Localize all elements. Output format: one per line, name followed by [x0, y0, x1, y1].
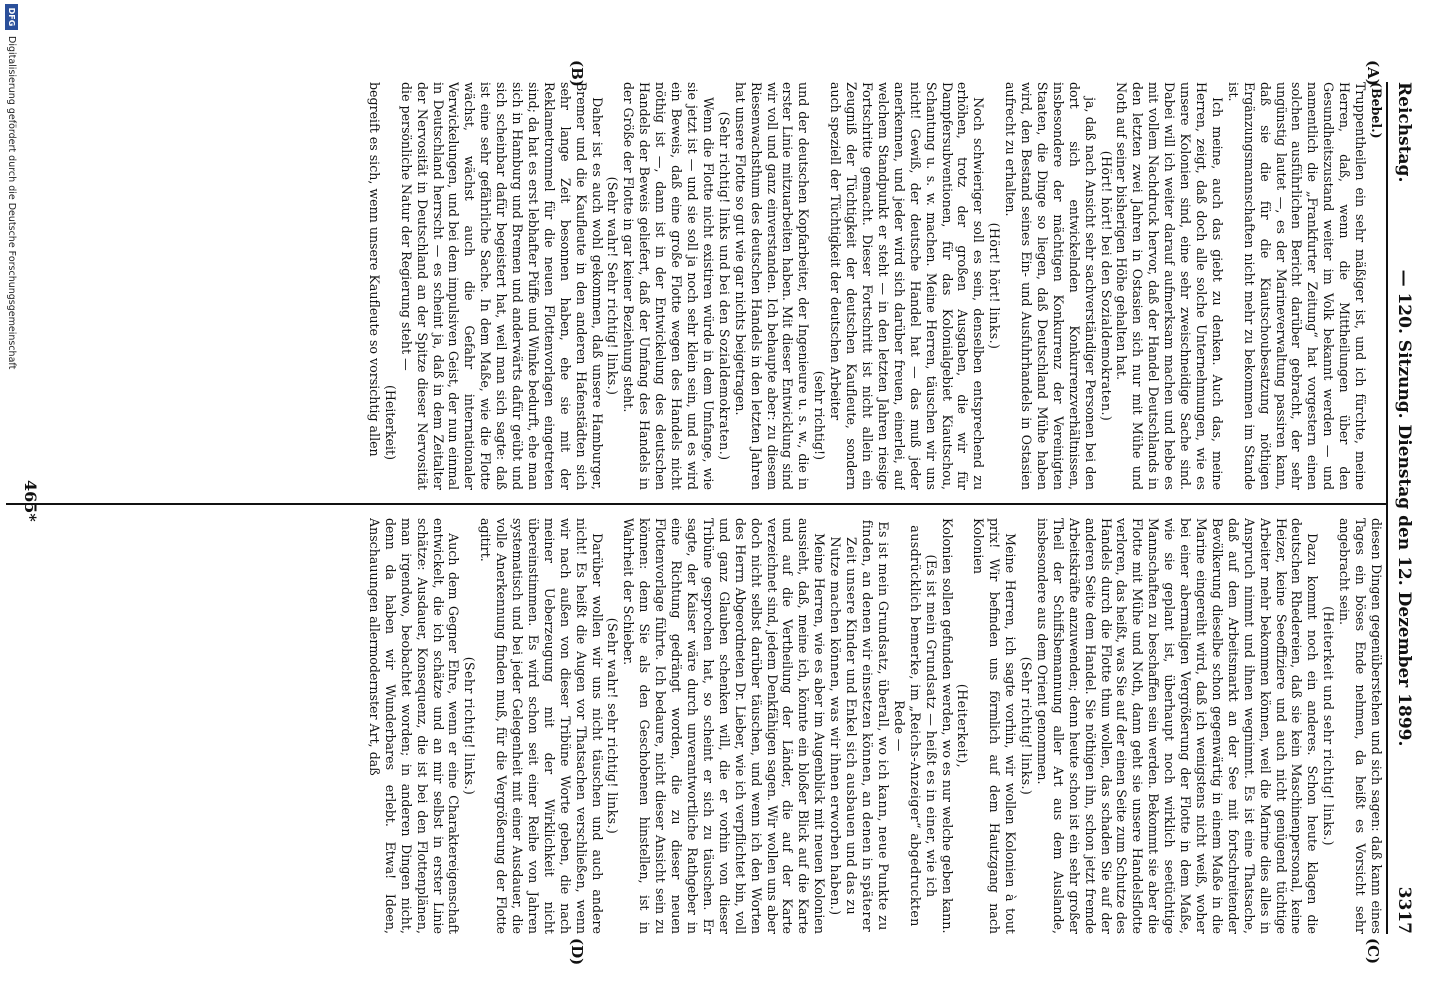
margin-marker-c: (C) [1364, 938, 1382, 965]
interjection: (sehr richtig!) [812, 370, 828, 460]
interjection: (Hört! hört! bei den Sozialdemokraten.) [1098, 150, 1114, 422]
interjection: Es ist mein Grundsatz, überall, wo ich kann, neue Punkte zu finden, an denen wir einsetzen können, an denen in späterer Zeit unsere Kinder und Enkel sich ausbauen und das zu Nutze machen können, was wir ihnen erworben haben.) [828, 519, 891, 933]
right-column [44, 518, 1384, 934]
margin-marker-b: (B) [568, 60, 586, 87]
dfg-logo: DFG [5, 4, 18, 30]
header-page-number: 3317 [1394, 886, 1414, 934]
interjection: (Sehr richtig! links.) [462, 656, 478, 796]
paragraph: Kolonien sollen gefunden werden, wo es nur welche geben kann. [939, 518, 955, 934]
speaker-name: (Bebel.) [1369, 82, 1384, 139]
page-number: 465* [21, 480, 40, 522]
paragraph: diesen Dingen gegenüberstehen und sich sagen: daß kann eines Tages ein böses Ende nehmen, da heißt es Vorsicht sehr angebracht sein. [1337, 518, 1384, 934]
interjection: (Heiterkeit) [382, 385, 398, 460]
paragraph: Meine Herren, wie es aber im Augenblick mit neuen Kolonien aussieht, daß, meine ich, könnte ein bloßer Blick auf die Karte und auf die Vertheilung der Länder, die auf der Karte verzeichnet sind, jedem Denkfähigen sagen. Wir wollen uns aber doch nicht selbst darüber täuschen, und wenn ich den Worten des Herrn Abgeordneten Dr. Lieber, wie ich verpflichtet bin, voll und ganz Glauben schenken will, die er vorhin von dieser Tribüne gesprochen hat, so scheint er sich zu täuschen. Er sagte, der Kaiser wäre durch unverantwortliche Rathgeber in eine Richtung gedrängt worden, die zu dieser neuen Flottenvorlage führte. Ich bedaure, nicht dieser Ansicht sein zu können: denn Sie als den Geschobenen hinstellen, ist in Wahrheit der Schieber. [621, 518, 828, 934]
margin-marker-a: (A) [1364, 60, 1382, 86]
interjection: (Hört! hört! links.) [987, 222, 1003, 350]
interjection: (Heiterkeit), [955, 683, 971, 769]
header-left: Reichstag. [1394, 82, 1414, 183]
paragraph: Meine Herren, ich sagte vorhin, wir wollen Kolonien à tout prix! Wir befinden uns förmlich auf dem Hautzgang nach Kolonien [971, 518, 1019, 934]
page-header [1386, 82, 1418, 934]
left-column [44, 82, 1384, 490]
paragraph: Noch schwieriger soll es sein, denselben entsprechend zu erhöhen, trotz der großen Ausgaben, die wir für Dampfersubventionen, für das Kolonialgebiet Kiautschou, Schantung u. s. w. machen. Meine Herren, täuschen wir uns nicht! Gewiß, der deutsche Handel hat — das muß jeder anerkennen, und jeder wird sich darüber freuen, einerlei, auf welchem Standpunkt er steht — in den letzten Jahren riesige Fortschritte gemacht. Dieser Fortschritt ist nicht allein ein Zeugniß der Tüchtigkeit der deutschen Kaufleute, sondern auch speziell der Tüchtigkeit der deutschen Arbeiter [828, 82, 987, 490]
margin-marker-d: (D) [568, 938, 586, 966]
interjection: (Es ist mein Grundsatz — heißt es in einer, wie ich ausdrücklich bemerke, im „Reichs-Anzeiger“ abgedruckten Rede — [891, 525, 939, 927]
interjection: (Sehr wahr! Sehr richtig! links.) [605, 176, 621, 396]
paragraph: Darüber wollen wir uns nicht täuschen und auch andere nicht! Es heißt die Augen vor Thatsachen verschließen, wenn wir nach außen von dieser Tribüne Worte geben, die nach meiner Ueberzeugung mit der Wirklichkeit nicht übereinstimmen. Es wird schon seit einer Reihe von Jahren systematisch und bei jeder Gelegenheit mit einer Ausdauer, die volle Anerkennung finden muß, für die Vergrößerung der Flotte agitirt. [478, 518, 605, 934]
paragraph: Truppentheilen ein sehr mäßiger ist, und ich fürchte, meine Herren, daß, wenn die Mittheilungen über den Gesundheitszustand weiter im Volk bekannt werden — und namentlich die „Frankfurter Zeitung“ hat vorgestern einen solchen ausführlichen Bericht darüber gebracht, der sehr ungünstig lautet —, es der Marineverwaltung passiren kann, daß sie die für die Kiautschoubesatzung nöthigen Ergänzungsmannschaften nicht mehr zu bekommen im Stande ist. [1225, 82, 1369, 490]
digitization-credit: Digitalisierung gefördert durch die Deutsche Forschungsgemeinschaft [6, 36, 17, 370]
paragraph: Dazu kommt noch ein anderes. Schon heute klagen die deutschen Rhedereien, daß sie kein Maschinenpersonal, keine Heizer, keine Seeoffiziere und auch nicht genügend tüchtige Arbeiter mehr bekommen können, weil die Marine dies alles in Anspruch nimmt und ihnen wegnimmt. Es ist eine Thatsache, daß auf dem Arbeitsmarkt an der See mit fortschreitender Bevölkerung dieselbe schon gegenwärtig in einem Maße in die Marine eingereiht wird, daß ich wenigstens nicht weiß, woher bei einer abermaligen Vergrößerung der Flotte in dem Maße, wie sie geplant ist, überhaupt noch wirklich seetüchtige Mannschaften zu beschaffen sein werden. Bekommt sie aber die Flotte mit Mühe und Noth, dann geht sie unsere Handelsflotte verloren, das heißt, was Sie auf der einen Seite zum Schutze des Handels durch die Flotte thun wollen, das schaden Sie auf der anderen Seite dem Handel. Sie nöthigen ihn, schon jetzt fremde Arbeitskräfte anzuwenden; denn heute schon ist ein sehr großer Theil der Schiffsbemannung aller Art aus dem Auslande, insbesondere aus dem Orient genommen. [1034, 518, 1321, 934]
paragraph: Auch dem Gegner Ehre, wenn er eine Charaktereigenschaft entwickelt, die ich schätze und an mir selbst in erster Linie schätze: Ausdauer, Konsequenz, die ist bei den Flottenplänen, man irgendwo, beobachtet worden; in anderen Dingen nicht, denn da haben wir Wunderbares erlebt. Etwa! Ideen, Anschauungen allermodernster Art, daß [366, 518, 462, 934]
paragraph: und der deutschen Kopfarbeiter, der Ingenieure u. s. w., die in erster Linie mitzuarbeiten haben. Mit dieser Entwicklung sind wir voll und ganz einverstanden. Ich behaupte aber: zu diesem Riesenwachsthum des deutschen Handels in den letzten Jahren hat unsere Flotte so gut wie gar nichts beigetragen. [732, 82, 812, 490]
interjection: (Heiterkeit und sehr richtig! links.) [1321, 606, 1337, 846]
paragraph: begreift es sich, wenn unsere Kaufleute so vorsichtig allen [366, 82, 382, 457]
interjection: (Sehr richtig! links.) [1019, 656, 1035, 796]
paragraph: ja, daß nach Ansicht sehr sachverständiger Personen bei den dort sich entwickelnden Konkurrenzverhältnissen, insbesondere der mächtigen Konkurrenz der Vereinigten Staaten, die Dinge so liegen, daß Deutschland Mühe haben wird, den Bestand seines Ein- und Ausfuhrhandels in Ostasien aufrecht zu erhalten. [1003, 82, 1098, 490]
interjection: (Sehr wahr! sehr richtig! links.) [605, 617, 621, 835]
paragraph: Ich meine, auch das giebt zu denken. Auch das, meine Herren, zeigt, daß doch alle solche Unternehmungen, wie es unsere Kolonien sind, eine sehr zweischneidige Sache sind. Dabei will ich weiter darauf aufmerksam machen und hebe es mit vollem Nachdruck hervor, daß der Handel Deutschlands in den letzten zwei Jahren in Ostasien sich nur mit Mühe und Noth auf seiner bisherigen Höhe gehalten hat. [1114, 82, 1225, 490]
interjection: (Sehr richtig! links und bei den Sozialdemokraten.) [716, 111, 732, 461]
paragraph: Daher ist es auch wohl gekommen, daß unsere Hamburger, Bremer und die Kaufleute in den anderen Hafenstädten sich sehr lange Zeit besonnen haben, ehe sie mit der Reklametrommel für die neuen Flottenvorlagen eingetreten sind; da hat es erst lebhafter Püffe und Winke bedurft, ehe man sich in Hamburg und Bremen und anderwärts dafür geübt und sich scheinbar dafür begeistert hat, weil man sich sagte: daß ist eine sehr gefährliche Sache. In dem Maße, wie die Flotte wächst, wächst auch die Gefahr internationaler Verwickelungen, und bei dem impulsiven Geist, der nun einmal in Deutschland herrscht — es scheint ja, daß in dem Zeitalter der Nervosität in Deutschland an der Spitze dieser Nervosität die persönliche Natur der Regierung steht — [398, 82, 605, 490]
footer [0, 0, 20, 1000]
paragraph: Wenn die Flotte nicht existiren würde in dem Umfange, wie sie jetzt ist — und sie soll ja noch sehr klein sein, und es wird ein Beweis, daß eine große Flotte wegen des Handels nicht nöthig ist —, dann ist in der Entwickelung des deutschen Handels der Beweis geliefert, daß der Umfang des Handels in der Größe der Flotte in gar keiner Beziehung steht. [621, 82, 716, 490]
header-session: — 120. Sitzung. Dienstag den 12. Dezember 1899. [1394, 269, 1414, 747]
column-divider [6, 503, 1386, 505]
